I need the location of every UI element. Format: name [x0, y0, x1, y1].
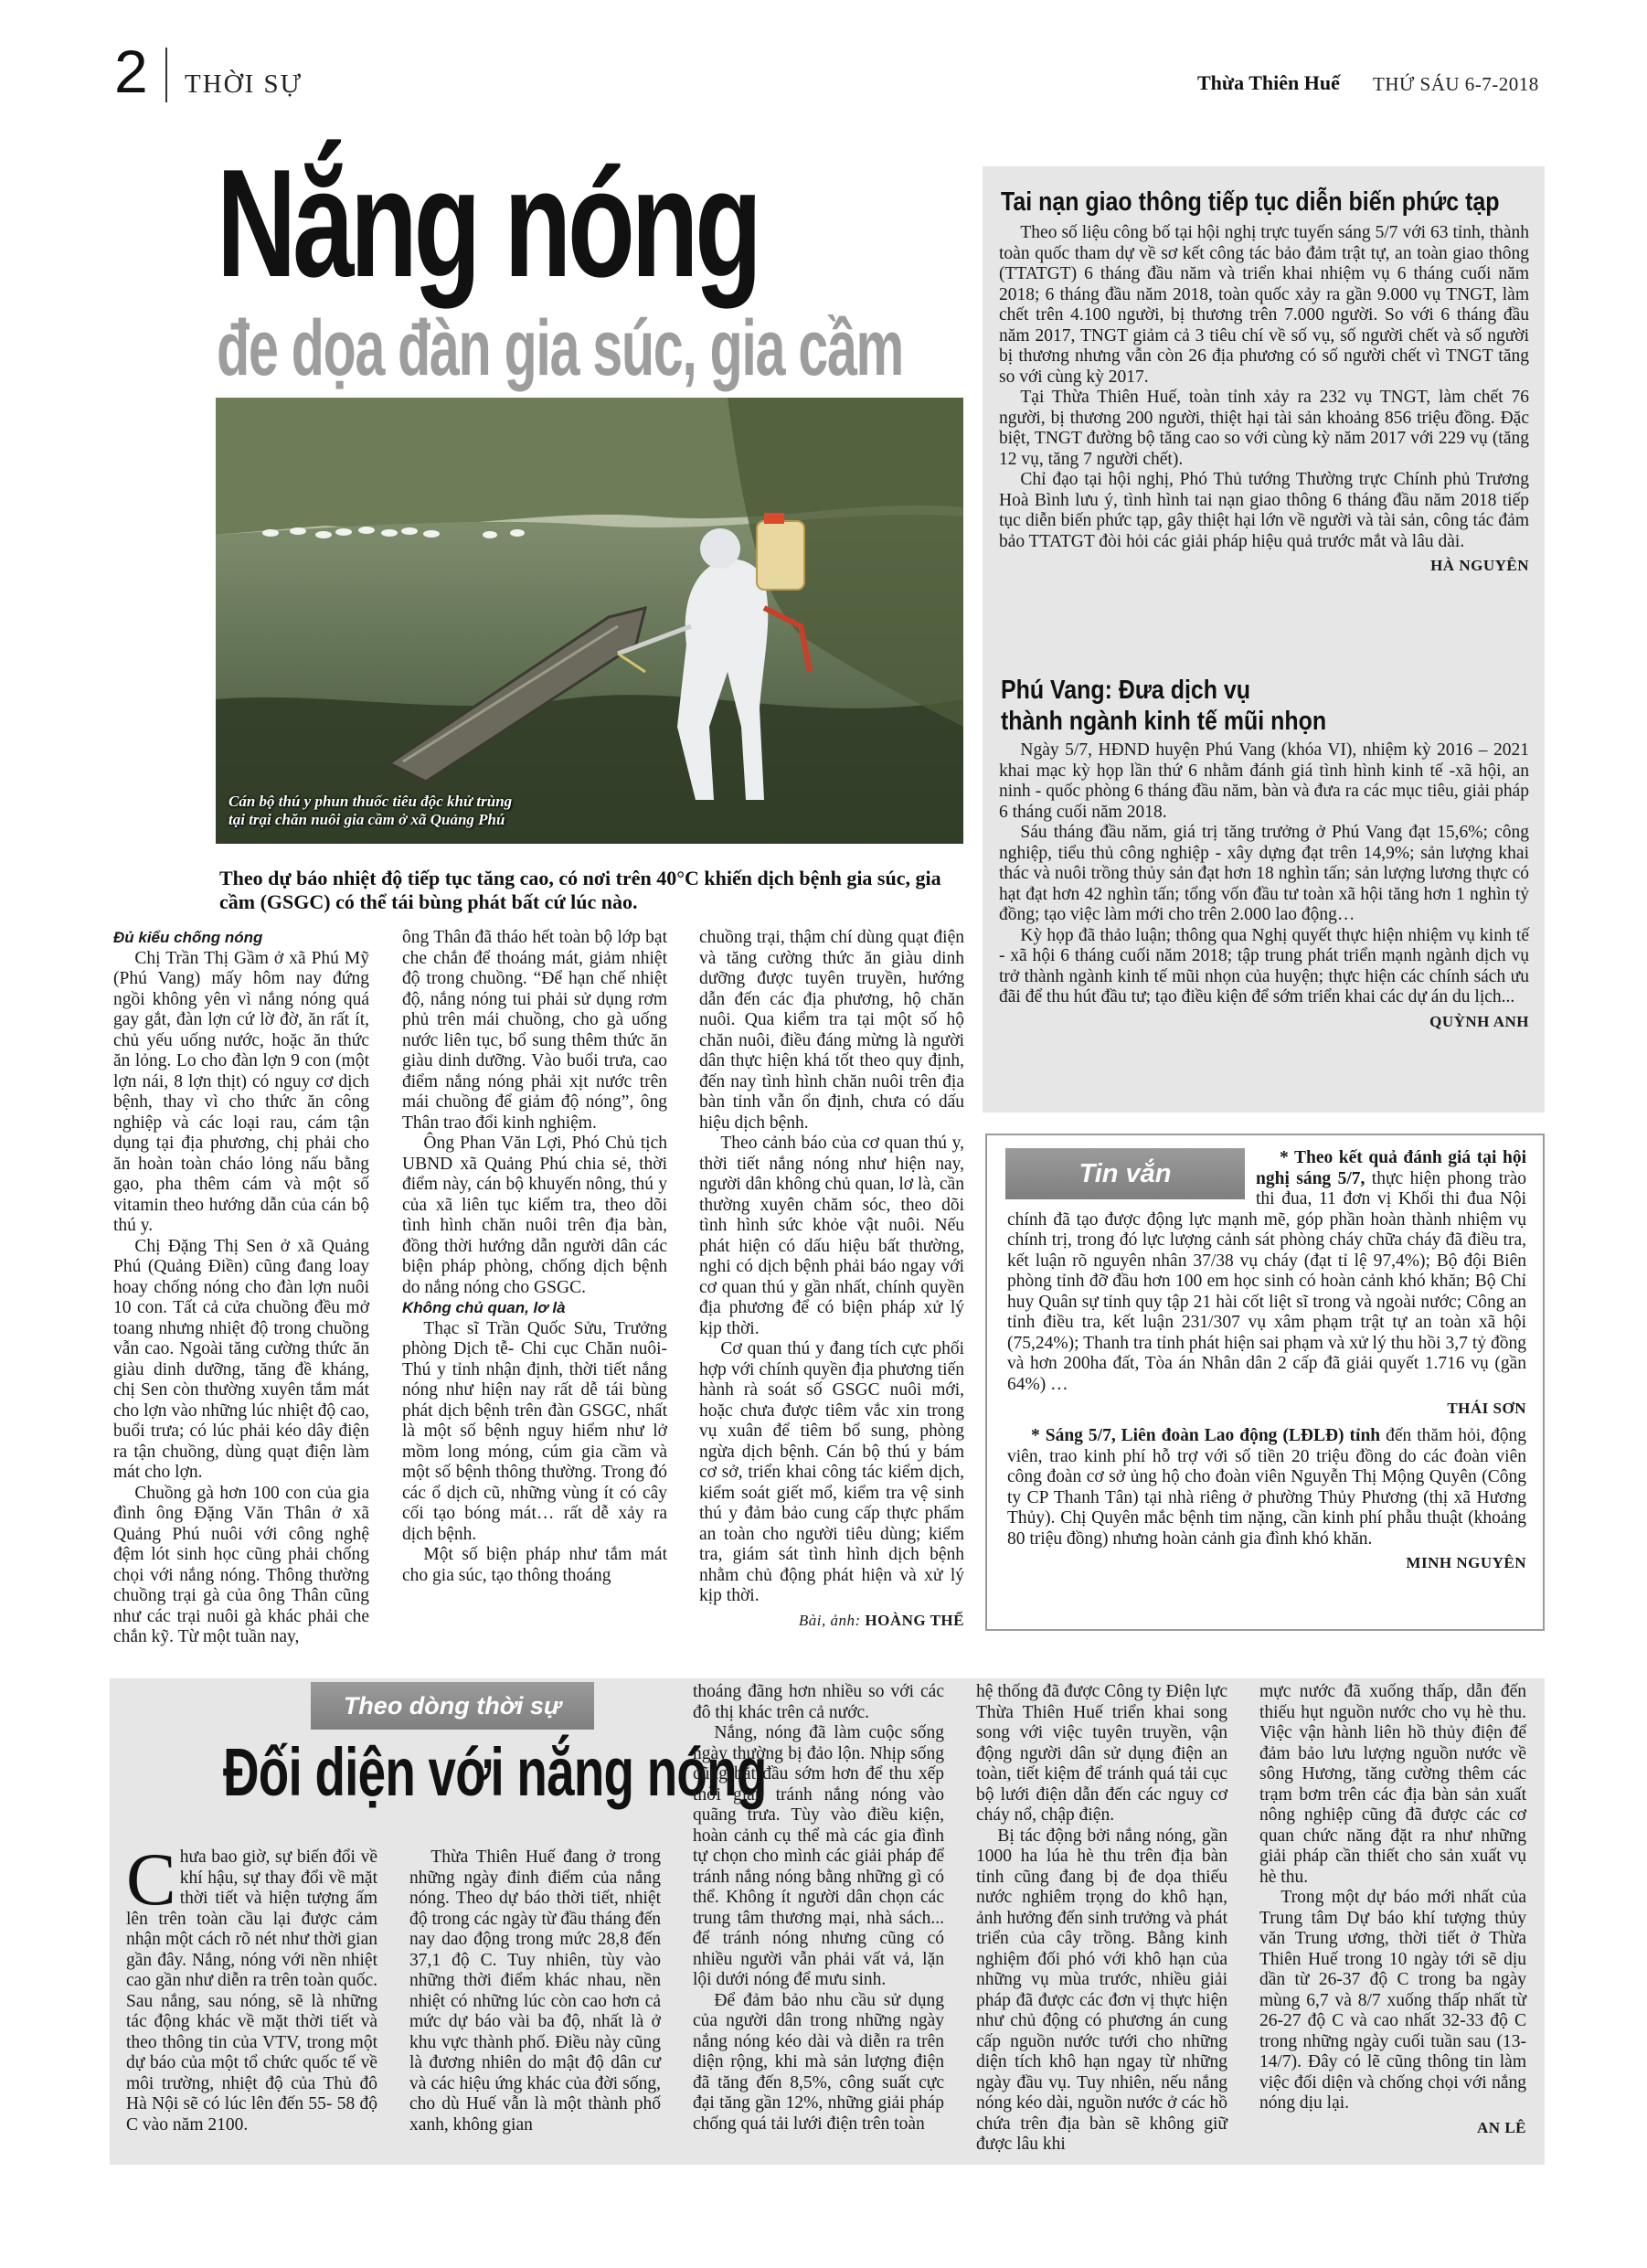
paragraph: Chuồng gà hơn 100 con của gia đình ông Đặng Văn Thân ở xã Quảng Phú nuôi với công nghệ đệm lót sinh học cũng phải chống chọi với nắng nóng. Thông thường chuồng trại gà của ông Thân cũng như các trại nuôi gà khác phải che chắn kỹ. Từ một tuần nay, [113, 1483, 369, 1646]
paragraph: Kỳ họp đã thảo luận; thông qua Nghị quyết thực hiện nhiệm vụ kinh tế - xã hội 6 tháng cuối năm 2018; tập trung phát triển mạnh ngành dịch vụ trở thành ngành kinh tế mũi nhọn của huyện; thực hiện các chính sách ưu đãi để thu hút đầu tư; tạo điều kiện để sớm triển khai các dự án du lịch... [999, 925, 1529, 1006]
paragraph: Thừa Thiên Huế đang ở trong những ngày đỉnh điểm của nắng nóng. Theo dự báo thời tiết, nhiệt độ trong các ngày từ đầu tháng đến nay dao động trong mức 28,8 đến 37,1 độ C. Tuy nhiên, tùy vào những thời điểm khác nhau, nền nhiệt có những lúc còn cao hơn cả mức dự báo vài ba độ, nhất là ở khu vực thành phố. Điều này cũng là đương nhiên do mật độ dân cư và các hiệu ứng khác của đời sống, cho dù Huế vẫn là một thành phố xanh, không gian [409, 1847, 661, 2135]
label-spacer [1007, 1148, 1256, 1203]
photo-caption [228, 793, 512, 829]
bottom-article [110, 1678, 1545, 2165]
phuvang-title [1001, 675, 1326, 737]
publication-name: Thừa Thiên Huế [1197, 71, 1340, 94]
subhead-khong-chu-quan: Không chủ quan, lơ là [402, 1299, 566, 1316]
bottom-column-4 [976, 1682, 1227, 2156]
tin-van-box [985, 1134, 1545, 1631]
photo-caption-line-1: Cán bộ thú y phun thuốc tiêu độc khử trùng [228, 793, 513, 810]
paragraph: Tại Thừa Thiên Huế, toàn tỉnh xảy ra 232 vụ TNGT, làm chết 76 người, bị thương 200 người, thiệt hại tài sản khoảng 856 triệu đồng. Đặc biệt, TNGT đường bộ tăng cao so với cùng kỳ năm 2017 với 229 vụ (tăng 12 vụ, tăng 7 người chết). [999, 388, 1529, 469]
paragraph: Sáu tháng đầu năm, giá trị tăng trưởng ở Phú Vang đạt 15,6%; công nghiệp, tiểu thủ công nghiệp - xây dựng đạt trên 14,9%; sản lượng khai thác và nuôi trồng thủy sản đạt hơn 18 nghìn tấn; sản lượng lương thực có hạt đạt hơn 42 nghìn tấn; tổng vốn đầu tư toàn xã hội tăng hơn 1 nghìn tỷ đồng; tạo việc làm mới cho trên 2.000 lao động… [999, 823, 1529, 924]
phuvang-title-line-1: Phú Vang: Đưa dịch vụ [1001, 676, 1251, 705]
bottom-column-1 [126, 1837, 377, 2135]
phuvang-title-line-2: thành ngành kinh tế mũi nhọn [1001, 707, 1327, 736]
tin-van-item-2-lead: * Sáng 5/7, Liên đoàn Lao động (LĐLĐ) tỉnh [1031, 1426, 1381, 1445]
subhead-chong-nong: Đủ kiểu chống nóng [113, 929, 263, 946]
tin-van-item-2-text: đến thăm hỏi, động viên, trao kinh phí hỗ trợ với số tiền 20 triệu đồng do các đoàn viên công đoàn cơ sở ủng hộ cho đoàn viên Nguyễn Thị Mộng Quyên (Công ty CP Thanh Tân) tại nhà riêng ở phường Thủy Phương (thị xã Hương Thủy). Chị Quyên mắc bệnh tim nặng, cần kinh phí phẫu thuật (khoảng 80 triệu đồng) nhưng hoàn cảnh gia đình khó khăn. [1007, 1426, 1526, 1549]
tin-van-item-2-byline: MINH NGUYÊN [1406, 1554, 1526, 1571]
paragraph: Để đảm bảo nhu cầu sử dụng của người dân trong những ngày nắng nóng kéo dài và diễn ra trên diện rộng, khi mà sản lượng điện đã tăng đến 8,5%, công suất cực đại tăng gần 12%, những giải pháp chống quá tải lưới điện trên toàn [693, 1990, 944, 2134]
photo-illustration [216, 398, 963, 844]
page-number: 2 [114, 37, 148, 105]
paragraph: Bị tác động bởi nắng nóng, gần 1000 ha lúa hè thu trên địa bàn tỉnh cũng đang bị đe dọa thiếu nước nghiêm trọng do khô hạn, ảnh hưởng đến sinh trưởng và phát triển của cây trồng. Bằng kinh nghiệm đối phó với khô hạn của những vụ mùa trước, nhiều giải pháp đã được các đơn vị thực hiện như chủ động có phương án cung cấp nguồn nước tưới cho những diện tích khô hạn ngay từ những ngày đầu vụ. Tuy nhiên, nếu nắng nóng kéo dài, nguồn nước ở các hồ chứa trên địa bàn sẽ không giữ được lâu khi [976, 1826, 1227, 2154]
tin-van-item-1 [1007, 1148, 1526, 1420]
article-subtitle: đe dọa đàn gia súc, gia cầm [217, 304, 903, 392]
paragraph: hệ thống đã được Công ty Điện lực Thừa Thiên Huế triển khai song song với việc tuyên truyền, vận động người dân sử dụng điện an toàn, tiết kiệm để tránh quá tải cục bộ lưới điện dẫn đến các nguy cơ cháy nổ, chập điện. [976, 1682, 1227, 1825]
paragraph: Thạc sĩ Trần Quốc Sửu, Trưởng phòng Dịch tễ- Chi cục Chăn nuôi-Thú y tỉnh nhận định, thời tiết nắng nóng như hiện nay rất dễ tái bùng phát dịch bệnh trên đàn GSGC, nhất là một số bệnh nguy hiểm như lở mồm long móng, cúm gia cầm và một số bệnh thông thường. Trong đó các ổ dịch cũ, những vùng ít có cây cối tạo bóng mát… rất dễ xảy ra dịch bệnh. [402, 1318, 667, 1544]
paragraph: Một số biện pháp như tắm mát cho gia súc, tạo thông thoáng [402, 1545, 667, 1585]
paragraph: Cơ quan thú y đang tích cực phối hợp với chính quyền địa phương tiến hành rà soát số GSGC nuôi mới, hoặc chưa được tiêm vắc xin trong vụ xuân để tiêm bổ sung, phòng ngừa dịch bệnh. Cán bộ thú y bám cơ sở, triển khai công tác kiểm dịch, kiểm soát giết mổ, kiểm tra vệ sinh thú y đảm bảo cung cấp thực phẩm an toàn cho người tiêu dùng; kiểm tra, giám sát tình hình dịch bệnh nhằm chủ động phát hiện và xử lý kịp thời. [699, 1339, 964, 1605]
paragraph: hưa bao giờ, sự biến đổi về khí hậu, sự thay đổi về mặt thời tiết và hiện tượng ấm lên trên toàn cầu lại được cảm nhận một cách rõ nét như thời gian gần đây. Nắng, nóng với nền nhiệt cao gần như diễn ra trên toàn quốc. Sau nắng, sau nóng, sẽ là những tác động khác về mặt thời tiết và theo thông tin của VTV, trong một dự báo của một tổ chức quốc tế về môi trường, nhiệt độ của Thủ đô Hà Nội sẽ có lúc lên đến 55- 58 độ C vào năm 2100. [126, 1847, 377, 2135]
article-column-1 [113, 928, 369, 1648]
bottom-column-5 [1259, 1682, 1526, 2138]
paragraph: Theo cảnh báo của cơ quan thú y, thời tiết nắng nóng như hiện nay, người dân không chủ quan, lơ là, cần thường xuyên chăm sóc, theo dõi tình hình sức khỏe vật nuôi. Nếu phát hiện có dấu hiệu bất thường, nghi có dịch bệnh phải báo ngay với cơ quan thú y gần nhất, chính quyền địa phương để có biện pháp xử lý kịp thời. [699, 1134, 964, 1338]
byline-prefix: Bài, ảnh: [798, 1611, 861, 1629]
traffic-title: Tai nạn giao thông tiếp tục diễn biến phức tạp [1001, 187, 1500, 217]
article-title: Nắng nóng [217, 137, 759, 309]
traffic-byline: HÀ NGUYÊN [1430, 557, 1529, 574]
paragraph: thoáng đãng hơn nhiều so với các đô thị khác trên cả nước. [693, 1682, 944, 1722]
header-divider [165, 48, 167, 102]
bottom-column-3 [693, 1682, 944, 2135]
tin-van-item-1-lead: * Theo kết quả đánh giá tại hội nghị sáng 5/7, [1256, 1148, 1526, 1188]
drop-cap: C [126, 1837, 176, 1921]
paragraph: Ngày 5/7, HĐND huyện Phú Vang (khóa VI), nhiệm kỳ 2016 – 2021 khai mạc kỳ họp lần thứ 6 nhằm đánh giá tình hình kinh tế -xã hội, an ninh - quốc phòng 6 tháng đầu năm, bàn và đưa ra các mục tiêu, giải pháp 6 tháng cuối năm 2018. [999, 740, 1529, 822]
article-column-3 [699, 928, 964, 1631]
phuvang-body [999, 740, 1529, 1032]
article-column-2 [402, 928, 667, 1586]
paragraph: Ông Phan Văn Lợi, Phó Chủ tịch UBND xã Quảng Phú chia sẻ, thời điểm này, cán bộ khuyến nông, thú y của xã liên tục kiểm tra, theo dõi tình hình chăn nuôi trên địa bàn, đồng thời hướng dẫn người dân các biện pháp phòng, chống dịch bệnh do nắng nóng cho GSGC. [402, 1134, 667, 1297]
paragraph: ông Thân đã tháo hết toàn bộ lớp bạt che chắn để thoáng mát, giảm nhiệt độ trong chuồng. “Để hạn chế nhiệt độ, nắng nóng tui phải sử dụng rơm phủ trên mái chuồng, cho gà uống nước liên tục, bổ sung thêm thức ăn giàu dinh dưỡng. Vào buổi trưa, cao điểm nắng nóng phải xịt nước trên mái chuồng để giảm độ nóng”, ông Thân trao đổi kinh nghiệm. [402, 928, 667, 1133]
paragraph: Chị Trần Thị Gầm ở xã Phú Mỹ (Phú Vang) mấy hôm nay đứng ngồi không yên vì nắng nóng quá gay gắt, đàn lợn cứ lờ đờ, ăn rất ít, chủ yếu uống nước, hoặc ăn thức ăn lỏng. Lo cho đàn lợn 9 con (một lợn nái, 8 lợn thịt) có nguy cơ dịch bệnh, thay vì cho thức ăn công nghiệp và các loại rau, cám tận dụng tại địa phương, chị phải cho ăn hoàn toàn cháo lỏng nấu bằng gạo, pha thêm cám và một số vitamin theo hướng dẫn của cán bộ thú y. [113, 948, 369, 1235]
paragraph: mực nước đã xuống thấp, dẫn đến thiếu hụt nguồn nước cho vụ hè thu. Việc vận hành liên hồ thủy điện để đảm bảo lưu lượng nguồn nước về sông Hương, tăng cường thêm các trạm bơm trên các địa bàn sản xuất nông nghiệp cũng đã được các cơ quan chức năng đặt ra như những giải pháp cần thiết cho sản xuất vụ hè thu. [1259, 1682, 1526, 1887]
paragraph: Chị Đặng Thị Sen ở xã Quảng Phú (Quảng Điền) cũng đang loay hoay chống nóng cho đàn lợn nuôi 10 con. Tất cả cửa chuồng đều mở toang nhưng nhiệt độ trong chuồng vẫn cao. Ngoài tăng cường thức ăn giàu dinh dưỡng, tăng đề kháng, chị Sen còn thường xuyên tắm mát cho lợn vào những lúc nhiệt độ cao, buổi trưa; có lúc phải kéo dây điện ra tận chuồng, dùng quạt điện làm mát cho lợn. [113, 1236, 369, 1482]
paragraph: Theo số liệu công bố tại hội nghị trực tuyến sáng 5/7 với 63 tỉnh, thành toàn quốc tham dự về sơ kết công tác bảo đảm trật tự, an toàn giao thông (TTATGT) 6 tháng đầu năm và triển khai nhiệm vụ 6 tháng cuối năm 2018; 6 tháng đầu năm 2018, toàn quốc xảy ra gần 9.000 vụ TNGT, làm chết trên 4.100 người, bị thương trên 7.000 người. So với 6 tháng đầu năm 2017, TNGT giảm cả 3 tiêu chí về số vụ, số người chết và số người bị thương nhưng vẫn còn 26 địa phương có số người chết vì TNGT tăng so với cùng kỳ 2017. [999, 223, 1529, 387]
article-lead: Theo dự báo nhiệt độ tiếp tục tăng cao, có nơi trên 40°C khiến dịch bệnh gia súc, gia cầm (GSGC) có thể tái bùng phát bất cứ lúc nào. [219, 867, 941, 913]
bottom-article-title: Đối diện với nắng nóng [223, 1734, 767, 1810]
article-byline [699, 1611, 964, 1632]
bottom-article-label: Theo dòng thời sự [311, 1682, 594, 1730]
tin-van-item-1-byline: THÁI SƠN [1447, 1400, 1526, 1417]
paragraph: Chỉ đạo tại hội nghị, Phó Thủ tướng Thường trực Chính phủ Trương Hoà Bình lưu ý, tình hình tai nạn giao thông 6 tháng đầu năm 2018 tiếp tục diễn biến phức tạp, gây thiệt hại lớn về người và tài sản, công tác đảm bảo TTATGT đòi hỏi các giải pháp hiệu quả trước mắt và lâu dài. [999, 470, 1529, 551]
article-photo [216, 398, 963, 844]
section-name: THỜI SỰ [185, 69, 303, 99]
paragraph: Trong một dự báo mới nhất của Trung tâm Dự báo khí tượng thủy văn Trung ương, thời tiết ở Thừa Thiên Huế trong 10 ngày tới sẽ dịu dần từ 26-37 độ C trong ba ngày mùng 6,7 và 8/7 xuống thấp nhất từ 26-27 độ C và cao nhất 32-33 độ C trong những ngày cuối tuần sau (13-14/7). Đây có lẽ cũng thông tin làm việc đối diện và chống chọi với nắng nóng dịu lại. [1259, 1888, 1526, 2113]
tin-van-label: Tin vắn [1005, 1148, 1245, 1199]
bottom-article-byline: AN LÊ [1477, 2118, 1526, 2136]
news-sidebar [983, 166, 1545, 1113]
traffic-body [999, 223, 1529, 577]
photo-caption-line-2: tại trại chăn nuôi gia cầm ở xã Quảng Phú [228, 811, 505, 828]
phuvang-byline: QUỲNH ANH [1429, 1012, 1529, 1030]
page-header [0, 0, 1647, 110]
paragraph: chuồng trại, thậm chí dùng quạt điện và tăng cường thức ăn giàu dinh dưỡng được tuyên truyền, hướng dẫn đến các địa phương, hộ chăn nuôi. Qua kiểm tra tại một số hộ chăn nuôi, điều đáng mừng là người dân thực hiện khá tốt theo quy định, đến nay tình hình chăn nuôi trên địa bàn tỉnh vẫn ổn định, chưa có dấu hiệu dịch bệnh. [699, 928, 964, 1133]
issue-date: THỨ SÁU 6-7-2018 [1373, 73, 1539, 95]
tin-van-item-1-text: thực hiện phong trào thi đua, 11 đơn vị Khối thi đua Nội chính đã tạo được động lực mạnh mẽ, góp phần hoàn thành nhiệm vụ chính trị, trong đó lực lượng cảnh sát phòng cháy chữa cháy đã điều tra, kết luận rõ nguyên nhân 37/38 vụ cháy (đạt tỉ lệ 97,4%); Bộ đội Biên phòng tỉnh đỡ đầu hơn 100 em học sinh có hoàn cảnh khó khăn; Bộ Chỉ huy Quân sự tỉnh quy tập 21 hài cốt liệt sĩ trong và ngoài nước; Công an tỉnh điều tra, kết luận 231/307 vụ xâm phạm trật tự an toàn xã hội (75,24%); Thanh tra tỉnh phát hiện sai phạm và xử lý thu hồi 3,7 tỷ đồng và hơn 200ha đất, Tòa án Nhân dân 2 cấp đã giải quyết 1.716 vụ (gần 64%) … [1007, 1168, 1527, 1394]
paragraph: Nắng, nóng đã làm cuộc sống ngày thường bị đảo lộn. Nhịp sống cũng bắt đầu sớm hơn để thu xếp thời gian tránh nắng nóng vào quãng trưa. Tùy vào điều kiện, hoàn cảnh cụ thể mà các gia đình tự chọn cho mình các giải pháp để tránh nắng nóng bằng những gì có thể. Không ít người dân chọn các trung tâm thương mại, nhà sách... để tránh nóng nhưng cũng có nhiều người vẫn phải vất vả, lặn lội dưới nóng để mưu sinh. [693, 1723, 944, 1989]
byline-name: HOÀNG THẾ [865, 1611, 964, 1629]
tin-van-item-2 [1007, 1426, 1526, 1574]
bottom-column-2 [409, 1847, 661, 2135]
